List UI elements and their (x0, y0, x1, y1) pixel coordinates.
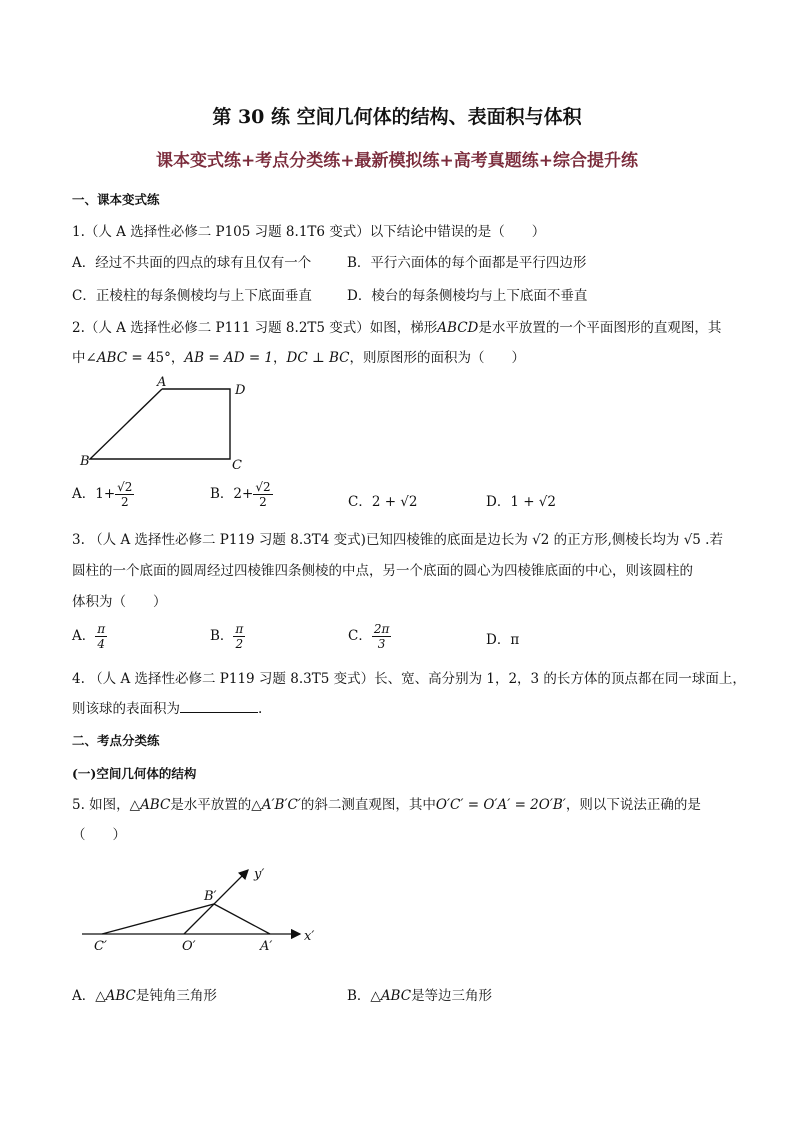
subsection-heading-1: (一)空间几何体的结构 (72, 766, 197, 781)
q3-option-d: D．π (486, 632, 520, 648)
label-y-prime: y′ (254, 867, 265, 882)
q3-option-c: C． $\frac{2\pi}{3}$ (348, 622, 390, 651)
q1-option-b: B．平行六面体的每个面都是平行四边形 (347, 255, 587, 271)
label-b-prime: B′ (204, 889, 217, 904)
q2-stem-line1: 2.（人 A 选择性必修二 P111 习题 8.2T5 变式）如图，梯形ABCD是水平放置的一个平面图形的直观图，其 (72, 320, 722, 336)
q1-option-c: C．正棱柱的每条侧棱均与上下底面垂直 (72, 288, 312, 304)
q3-stem-line2: 圆柱的一个底面的圆周经过四棱锥四条侧棱的中点，另一个底面的圆心为四棱锥底面的中心，则该圆柱的 (72, 563, 693, 579)
label-a-prime: A′ (260, 939, 273, 954)
q2-option-a: A．1+ $\frac{√2}{2}$ (72, 480, 133, 509)
label-x-prime: x′ (304, 929, 315, 944)
q3-option-a: A． $\frac{\pi}{4}$ (72, 622, 106, 651)
label-a: A (157, 375, 167, 390)
label-o-prime: O′ (182, 939, 196, 954)
q1-option-a: A．经过不共面的四点的球有且仅有一个 (72, 255, 312, 271)
q5-oblique-figure (72, 858, 332, 958)
q5-option-b: B．△ABC是等边三角形 (347, 988, 493, 1004)
q2-option-d: D．1 + √2 (486, 494, 556, 510)
q4-answer-blank (180, 700, 258, 713)
q4-stem-line1: 4. （人 A 选择性必修二 P119 习题 8.3T5 变式）长、宽、高分别为 1，2，3 的长方体的顶点都在同一球面上， (72, 671, 746, 687)
section-heading-1: 一、课本变式练 (72, 192, 160, 207)
q5-stem-line2: （ ） (72, 827, 126, 843)
q5-option-a: A．△ABC是钝角三角形 (72, 988, 217, 1004)
q2-trapezoid-figure (72, 372, 262, 472)
q3-stem-line3: 体积为（ ） (72, 594, 167, 610)
q1-option-d: D．棱台的每条侧棱均与上下底面不垂直 (347, 288, 588, 304)
label-d: D (235, 383, 246, 398)
trapezoid-outline (90, 389, 230, 459)
section-heading-2: 二、考点分类练 (72, 733, 160, 748)
q3-option-b: B． $\frac{\pi}{2}$ (210, 622, 244, 651)
q4-stem-line2: 则该球的表面积为 . (72, 701, 263, 717)
label-c-prime: C′ (94, 939, 107, 954)
q2-option-c: C．2 + √2 (348, 494, 418, 510)
label-b: B (80, 454, 90, 469)
q1-stem: 1.（人 A 选择性必修二 P105 习题 8.1T6 变式）以下结论中错误的是（ ） (72, 224, 546, 240)
label-c: C (232, 458, 242, 472)
page-title: 第 30 练 空间几何体的结构、表面积与体积 (212, 106, 582, 128)
q5-stem-line1: 5. 如图，△ABC是水平放置的△A′B′C′的斜二测直观图，其中O′C′ = O′A′ = 2O′B′，则以下说法正确的是 (72, 797, 701, 813)
q3-stem-line1: 3. （人 A 选择性必修二 P119 习题 8.3T4 变式)已知四棱锥的底面是边长为 √2 的正方形,侧棱长均为 √5 .若 (72, 532, 723, 548)
triangle-sides (102, 904, 270, 934)
q2-stem-line2: 中∠ABC = 45°，AB = AD = 1，DC ⊥ BC，则原图形的面积为（ ） (72, 350, 525, 366)
q2-option-b: B．2+ $\frac{√2}{2}$ (210, 480, 271, 509)
page-subtitle: 课本变式练+考点分类练+最新模拟练+高考真题练+综合提升练 (156, 151, 638, 171)
